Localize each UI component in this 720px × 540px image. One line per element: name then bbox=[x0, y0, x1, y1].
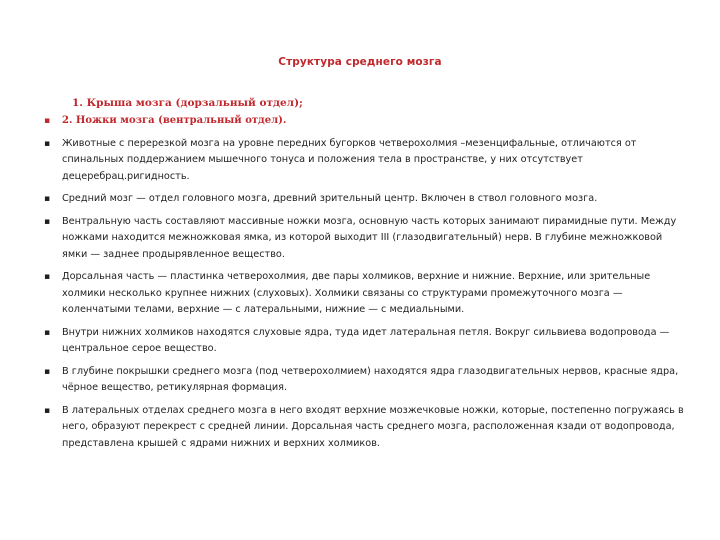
bullet-icon: ▪ bbox=[44, 327, 51, 338]
list-item bbox=[44, 136, 684, 186]
bullet-icon: ▪ bbox=[44, 194, 51, 204]
list-item-text: Вентральную часть составляют массивные ножки мозга, основную часть которых занимают пирамидные пути. Между ножками находится межножковая ямка, из которой выходит III (глазодвигательный) нерв. В глубине межножковой ямки — заднее продырявленное вещество. bbox=[62, 215, 677, 260]
list-item-text: Средний мозг — отдел головного мозга, древний зрительный центр. Включен в ствол головного мозга. bbox=[62, 193, 598, 204]
bullet-icon: ▪ bbox=[44, 405, 51, 416]
bullet-icon: ▪ bbox=[44, 138, 51, 149]
list-item bbox=[44, 325, 684, 358]
list-item bbox=[44, 191, 684, 208]
list-item-text: Животные с перерезкой мозга на уровне передних бугорков четверохолмия –мезенцифальные, отличаются от спинальных поддержанием мышечного тонуса и положения тела в пространстве, у них отсутствует децеребрац.ригидность. bbox=[62, 137, 637, 182]
list-item-text: Внутри нижних холмиков находятся слуховые ядра, туда идет латеральная петля. Вокруг сильвиева водопровода — центральное серое вещество. bbox=[62, 326, 670, 354]
slide-title: Структура среднего мозга bbox=[278, 56, 442, 68]
list-item bbox=[44, 403, 684, 453]
list-item bbox=[44, 364, 684, 397]
list-item bbox=[44, 214, 684, 264]
list-item-text: Дорсальная часть — пластинка четверохолмия, две пары холмиков, верхние и нижние. Верхние, или зрительные холмики несколько крупнее нижних (слуховых). Холмики связаны со структурами промежуточного мозга — коленчатыми телами, верхние — с латеральными, нижние — с медиальными. bbox=[62, 271, 651, 315]
list-item-text: В глубине покрышки среднего мозга (под четверохолмием) находятся ядра глазодвигательных нервов, красные ядра, чёрное вещество, ретикулярная формация. bbox=[62, 365, 679, 393]
list-item bbox=[44, 113, 684, 130]
list-item-text: 2. Ножки мозга (вентральный отдел). bbox=[62, 115, 287, 126]
list-item-text: В латеральных отделах среднего мозга в него входят верхние мозжечковые ножки, которые, постепенно погружаясь в него, образуют перекрест с средней линии. Дорсальная часть среднего мозга, расположенная кзади от водопровода, представлена крышей с ядрами нижних и верхних холмиков. bbox=[62, 404, 684, 449]
bullet-icon: ▪ bbox=[44, 272, 51, 282]
heading-item-1: 1. Крыша мозга (дорзальный отдел); bbox=[72, 97, 303, 109]
list-item bbox=[44, 269, 684, 319]
bullet-list bbox=[44, 113, 684, 458]
bullet-icon: ▪ bbox=[44, 366, 51, 377]
bullet-icon: ▪ bbox=[44, 216, 51, 227]
bullet-icon: ▪ bbox=[44, 116, 51, 126]
